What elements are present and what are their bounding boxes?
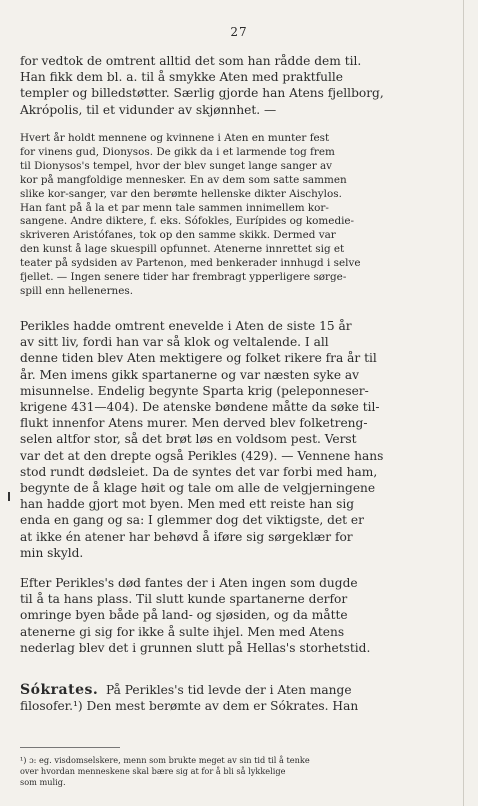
text-line: for vedtok de omtrent alltid det som han rådde dem til.	[20, 54, 362, 68]
text-run: På Perikles's tid levde der i Aten mange	[105, 683, 352, 697]
text-line: var det at den drepte også Perikles (429). — Vennene hans	[20, 448, 384, 463]
text-line: begynte de å klage høit og tale om alle de velgjerningene	[20, 481, 376, 496]
text-line: omringe byen både på land- og sjøsiden, og da måtte	[20, 608, 348, 623]
text-line: for vinens gud, Dionysos. De gikk da i et larmende tog frem	[20, 145, 335, 158]
text-line: filosofer.¹) Den mest berømte av dem er Sókrates. Han	[20, 699, 359, 714]
margin-mark	[8, 492, 10, 501]
paragraph-perikles-death	[20, 318, 443, 561]
text-line: krigene 431—404). De atenske bøndene måtte da søke til-	[20, 400, 380, 415]
text-line: atenerne gi sig for ikke å sulte ihjel. Men med Atens	[20, 624, 345, 639]
text-line: templer og billedstøtter. Særlig gjorde han Atens fjellborg,	[20, 86, 384, 101]
text-line: den kunst å lage skuespill opfunnet. Atenerne innrettet sig et	[20, 243, 345, 256]
text-line: til å ta hans plass. Til slutt kunde spartanerne derfor	[20, 592, 348, 607]
text-line: Efter Perikles's død fantes der i Aten ingen som dugde	[20, 576, 358, 590]
text-line: sangene. Andre diktere, f. eks. Sófokles, Eurípides og komedie-	[20, 215, 355, 228]
paragraph-after-perikles	[20, 575, 443, 656]
text-line: til Dionysos's tempel, hvor der blev sunget lange sanger av	[20, 159, 333, 172]
text-line: at ikke én atener har behøvd å iføre sig sørgeklær for	[20, 529, 353, 544]
text-line: Hvert år holdt mennene og kvinnene i Aten en munter fest	[20, 132, 330, 144]
text-line: flukt innenfor Atens murer. Men derved blev folketreng-	[20, 416, 368, 431]
text-line: denne tiden blev Aten mektigere og folket rikere fra år til	[20, 351, 377, 366]
text-line: Akrópolis, til et vidunder av skjønnhet. —	[20, 102, 277, 117]
text-line: stod rundt dødsleiet. Da de syntes det var forbi med ham,	[20, 464, 378, 479]
text-line: kor på mangfoldige mennesker. En av dem som satte sammen	[20, 173, 347, 186]
text-line: selen altfor stor, så det brøt løs en voldsom pest. Verst	[20, 432, 357, 447]
text-line: han hadde gjort mot byen. Men med ett reiste han sig	[20, 497, 355, 512]
paragraph-dionysos-small-print	[20, 132, 443, 299]
page-edge-line	[463, 0, 464, 806]
footnote-line: som mulig.	[20, 777, 66, 788]
text-line	[20, 682, 443, 698]
text-line: år. Men imens gikk spartanerne og var næsten syke av	[20, 367, 360, 382]
text-line: skriveren Aristófanes, tok op den samme skikk. Dermed var	[20, 229, 336, 242]
text-line: av sitt liv, fordi han var så klok og veltalende. I all	[20, 335, 329, 350]
text-line: Perikles hadde omtrent enevelde i Aten de siste 15 år	[20, 319, 352, 333]
paragraph-akropolis	[20, 53, 443, 118]
text-line: spill enn hellenernes.	[20, 284, 134, 297]
text-line: misunnelse. Endelig begynte Sparta krig (peleponneser-	[20, 383, 369, 398]
text-line: enda en gang og sa: I glemmer dog det viktigste, det er	[20, 513, 364, 528]
text-line: fjellet. — Ingen senere tider har frembragt ypperligere sørge-	[20, 271, 347, 284]
footnote-rule	[20, 747, 120, 748]
text-line: slike kor-sanger, var den berømte hellenske dikter Aischylos.	[20, 187, 342, 200]
paragraph-sokrates	[20, 682, 443, 714]
footnote	[20, 755, 443, 789]
footnote-line: over hvordan menneskene skal bære sig at for å bli så lykkelige	[20, 766, 286, 777]
text-line: teater på sydsiden av Partenon, med benkerader innhugd i selve	[20, 257, 361, 270]
section-heading-sokrates: Sókrates.	[20, 682, 99, 698]
text-line: min skyld.	[20, 545, 84, 560]
text-line: Han fant på å la et par menn tale sammen innimellem kor-	[20, 201, 329, 214]
text-line: Han fikk dem bl. a. til å smykke Aten med praktfulle	[20, 70, 343, 85]
page-number: 27	[230, 25, 248, 39]
text-line: nederlag blev det i grunnen slutt på Hellas's storhetstid.	[20, 640, 371, 655]
footnote-line: ¹) ɔ: eg. visdomselskere, menn som brukte meget av sin tid til å tenke	[20, 755, 310, 765]
